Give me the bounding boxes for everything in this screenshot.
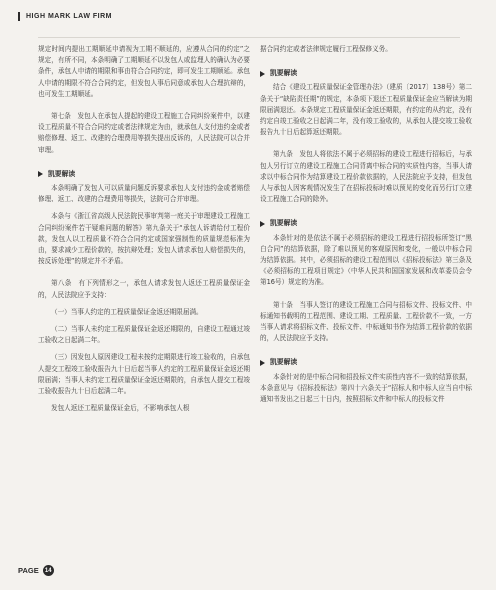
- triangle-icon: [38, 171, 43, 177]
- paragraph: 据合同约定或者法律规定履行工程保修义务。: [260, 45, 392, 53]
- list-item: （三）因发包人原因建设工程未按约定期限进行竣工验收的，自承包人提交工程竣工验收报告九十日后起当事人约定的工程质量保证金返还期限届满；当事人未约定工程质量保证金返还期限的，自承包人提交工程竣工验收报告九十日后起满二年。: [38, 353, 250, 396]
- page-footer: [18, 565, 54, 576]
- article-9: 第九条 发包人将依法不属于必须招标的建设工程进行招标后，与承包人另行订立的建设工程施工合同背离中标合同的实质性内容，当事人请求以中标合同作为结算建设工程价款依据的，人民法院应予支持，但发包人与承包人因客观情况发生了在招标投标时难以预见的变化而另行订立建设工程施工合同的除外。: [260, 150, 472, 204]
- paragraph: 本条明确了发包人可以质量问题反诉要求承包人支付违约金或者赔偿修理、返工、改建的合理费用等损失，法院可合并审理。: [38, 184, 250, 204]
- list-item: （二）当事人未约定工程质量保证金返还期限的，自建设工程通过竣工验收之日起满二年。: [38, 325, 250, 345]
- section-heading: 凯要解读: [38, 169, 250, 180]
- paragraph: 本条针对的是依法不属于必须招标的建设工程进行招投标所签订“黑白合同”的结算依据，除了难以预见的客观原因和变化，一般以中标合同为结算依据。其中，必须招标的建设工程范围以《招标投标法》第三条及《必须招标的工程项目规定》（中华人民共和国国家发展和改革委员会令第16号）规定的为准。: [260, 233, 472, 287]
- section-heading: 凯要解读: [260, 218, 472, 229]
- page-header: [18, 8, 478, 24]
- article-10: 第十条 当事人签订的建设工程施工合同与招标文件、投标文件、中标通知书载明的工程范围、建设工期、工程质量、工程价款不一致，一方当事人请求将招标文件、投标文件、中标通知书作为结算工程价款的依据的，人民法院应予支持。: [260, 300, 472, 343]
- right-column: [260, 44, 472, 405]
- triangle-icon: [260, 221, 265, 227]
- paragraph: 结合《建设工程质量保证金管理办法》（建质〔2017〕138号）第二条关于“缺陷责任期”的规定，本条项下退还工程质量保证金应当解读为期限届满退还。本条规定工程质量保证金返还期限，有约定的从约定，没有约定自竣工验收之日起满二年，没有竣工验收的，从承包人提交竣工验收报告九十日后起算返还期限。: [260, 83, 472, 137]
- paragraph: 本条针对的是中标合同和招投标文件实质性内容不一致的结算依据，本条意见与《招标投标法》第四十六条关于“招标人和中标人应当自中标通知书发出之日起三十日内，按照招标文件和中标人的投标文件: [260, 372, 472, 404]
- firm-name: HIGH MARK LAW FIRM: [26, 12, 112, 20]
- article-8: 第八条 有下列情形之一，承包人请求发包人返还工程质量保证金的，人民法院应予支持：: [38, 279, 250, 299]
- article-7: 第七条 发包人在承包人提起的建设工程施工合同纠纷案件中，以建设工程质量不符合合同约定或者法律规定为由，就承包人支付违约金或者赔偿修理、返工、改建的合理费用等损失提出反诉的，人民法院可以合并审理。: [38, 112, 250, 154]
- page-label: PAGE: [18, 566, 39, 575]
- triangle-icon: [260, 360, 265, 366]
- list-item: （一）当事人约定的工程质量保证金返还期限届满。: [51, 307, 203, 316]
- header-divider: [38, 37, 460, 38]
- left-column: [38, 44, 250, 414]
- section-heading: 凯要解读: [260, 357, 472, 368]
- section-heading: 凯要解读: [260, 68, 472, 79]
- paragraph: 发包人返还工程质量保证金后，不影响承包人根: [51, 404, 190, 413]
- page-number-badge: 14: [43, 565, 54, 576]
- header-bar: [18, 12, 20, 21]
- paragraph: 规定时间内提出工期顺延申请视为工期不顺延的，应遵从合同的约定”之规定，有所不同，本条明确了工期顺延不以发包人或监理人的确认为必要条件，承包人申请的期限和事由符合合同约定，即可发生工期顺延。承包人申请的期限不符合合同约定，但发包人事后同意或承包人合理抗辩的，也可发生工期顺延。: [38, 45, 250, 98]
- triangle-icon: [260, 71, 265, 77]
- paragraph: 本条与《浙江省高级人民法院民事审判第一庭关于审理建设工程施工合同纠纷案件若干疑难问题的解答》第九条关于“承包人诉请给付工程价款，发包人以工程质量不符合合同约定或国家强制性的质量规范标准为由，要求减少工程价款的，按抗辩处理；发包人请求承包人赔偿损失的，按反诉处理”的规定并不矛盾。: [38, 212, 250, 266]
